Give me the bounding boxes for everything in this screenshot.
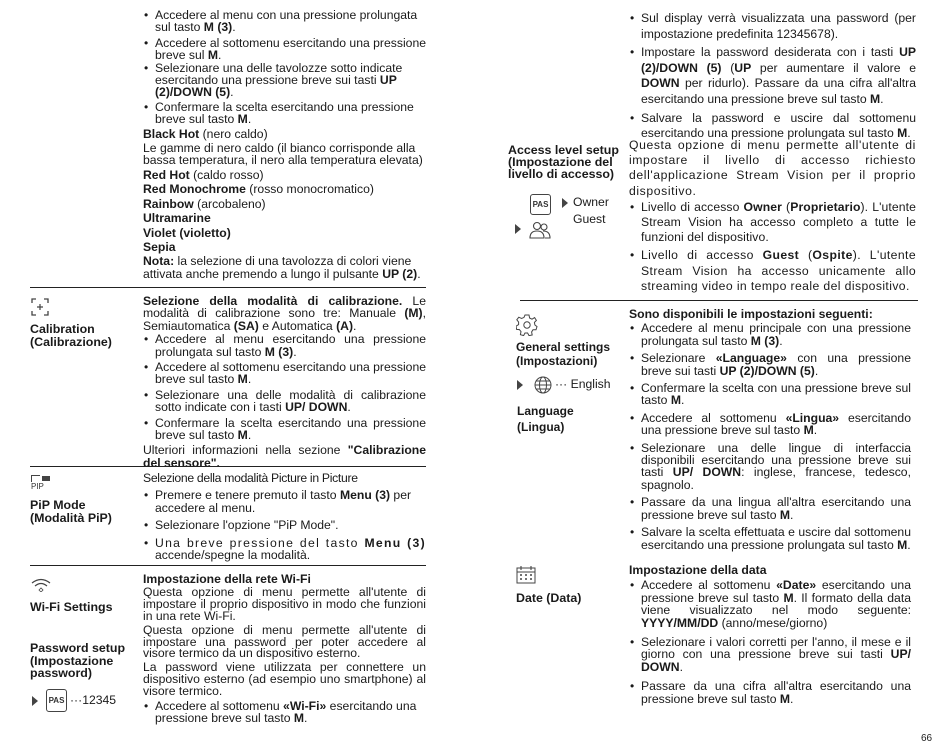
list-item: • Accedere al menu esercitando una pressione prolungata sul tasto M (3). bbox=[143, 333, 426, 358]
right-top-block bbox=[629, 11, 916, 145]
language-label: Language (Lingua) bbox=[517, 404, 574, 434]
red-mono-heading: Red Monochrome (rosso monocromatico) bbox=[143, 182, 374, 197]
pip-label: PiP Mode (Modalità PiP) bbox=[30, 498, 112, 525]
red-hot-heading: Red Hot (caldo rosso) bbox=[143, 167, 264, 182]
wifi-label: Wi-Fi Settings bbox=[30, 600, 113, 614]
list-item: • Accedere al sottomenu «Date» esercitando una pressione breve sul tasto M. Il formato della data viene visualizzato nel modo seguente: YYYY/MM/DD (anno/mese/giorno) bbox=[629, 579, 911, 629]
language-value: ··· English bbox=[555, 377, 611, 391]
black-hot-text: Le gamme di nero caldo (il bianco corrisponde alla bassa temperatura, il nero alla temperatura elevata) bbox=[143, 141, 423, 168]
access-block bbox=[629, 138, 916, 297]
list-item: • Selezionare una delle lingue di interfaccia disponibili esercitando una pressione breve sui tasti UP/ DOWN: inglese, francese, tedesco, spagnolo. bbox=[629, 442, 911, 492]
list-item: • Accedere al menu con una pressione prolungata sul tasto M (3). bbox=[143, 9, 426, 34]
calibration-label: Calibration (Calibrazione) bbox=[30, 322, 112, 349]
list-item: • Confermare la scelta esercitando una pressione breve sul tasto M. bbox=[143, 417, 426, 442]
list-item: • Passare da una cifra all'altra esercitando una pressione breve sul tasto M. bbox=[629, 680, 911, 705]
play-arrow-icon bbox=[515, 224, 521, 234]
palette-steps-list bbox=[143, 9, 426, 126]
globe-icon bbox=[534, 376, 552, 394]
calibration-more: Ulteriori informazioni nella sezione "Calibrazione del sensore". bbox=[143, 443, 426, 470]
access-label: Access level setup (Impostazione del livello di accesso) bbox=[508, 143, 619, 181]
wifi-icon bbox=[31, 578, 51, 592]
password-icon: PAS bbox=[530, 194, 551, 215]
list-item: • Passare da una lingua all'altra esercitando una pressione breve sul tasto M. bbox=[629, 496, 911, 521]
gear-icon bbox=[516, 314, 538, 336]
list-item: • Impostare la password desiderata con i tasti UP (2)/DOWN (5) (UP per aumentare il valore e DOWN per ridurlo). Passare da una cifra all'altra esercitando una pressione breve sul tasto M. bbox=[629, 45, 916, 107]
sepia-heading: Sepia bbox=[143, 239, 176, 254]
wifi-title: Impostazione della rete Wi-Fi bbox=[143, 572, 311, 586]
ultramarine-heading: Ultramarine bbox=[143, 211, 211, 226]
list-item: • Selezionare l'opzione "PiP Mode". bbox=[143, 519, 426, 531]
list-item: • Selezionare una delle tavolozze sotto indicate esercitando una pressione breve sui tasti UP (2)/DOWN (5). bbox=[143, 62, 426, 99]
pip-steps-list bbox=[143, 489, 426, 561]
wifi-text-3: La password viene utilizzata per connettere un dispositivo esterno (ad esempio uno smartphone) al visore termico. bbox=[143, 660, 426, 698]
general-steps-list bbox=[629, 322, 911, 551]
list-item: • Salvare la scelta effettuata e uscire dal sottomenu esercitando una pressione prolungata sul tasto M. bbox=[629, 526, 911, 551]
users-icon bbox=[529, 221, 551, 239]
date-label: Date (Data) bbox=[516, 591, 582, 605]
violet-heading: Violet (violetto) bbox=[143, 225, 231, 240]
left-top-block bbox=[143, 9, 426, 280]
page-number: 66 bbox=[921, 733, 933, 744]
calendar-icon bbox=[516, 565, 536, 584]
list-item: • Selezionare una delle modalità di calibrazione sotto indicate con i tasti UP/ DOWN. bbox=[143, 389, 426, 414]
list-item: • Una breve pressione del tasto Menu (3) accende/spegne la modalità. bbox=[143, 537, 426, 562]
wifi-steps-list bbox=[143, 700, 426, 725]
pip-icon: PIP bbox=[31, 475, 53, 491]
play-arrow-icon bbox=[517, 380, 523, 390]
list-item: • Premere e tenere premuto il tasto Menu (3) per accedere al menu. bbox=[143, 489, 426, 514]
play-arrow-icon bbox=[562, 198, 568, 208]
list-item: • Selezionare «Language» con una pressione breve sui tasti UP (2)/DOWN (5). bbox=[629, 352, 911, 377]
general-block bbox=[629, 308, 911, 553]
play-arrow-icon bbox=[32, 696, 38, 706]
date-block bbox=[629, 564, 911, 708]
general-label: General settings (Impostazioni) bbox=[516, 340, 611, 368]
divider bbox=[520, 300, 918, 301]
wifi-text-2: Questa opzione di menu permette all'utente di impostare una password per poter accedere al visore termico da un dispositivo esterno. bbox=[143, 622, 426, 661]
list-item: • Livello di accesso Guest (Ospite). L'utente Stream Vision ha accesso unicamente allo streaming video in tempo reale del dispositivo. bbox=[629, 248, 916, 294]
pip-intro: Selezione della modalità Picture in Picture bbox=[143, 471, 358, 485]
access-intro: Questa opzione di menu permette all'utente di impostare il livello di accesso richiesto dell'applicazione Stream Vision per il proprio dispositivo. bbox=[629, 138, 916, 198]
list-item: • Accedere al sottomenu «Wi-Fi» esercitando una pressione breve sul tasto M. bbox=[143, 700, 426, 725]
general-title: Sono disponibili le impostazioni seguenti: bbox=[629, 307, 873, 321]
password-steps-list bbox=[629, 11, 916, 142]
calibration-steps-list bbox=[143, 333, 426, 441]
pip-block bbox=[143, 472, 426, 564]
password-value: ···12345 bbox=[70, 693, 117, 707]
password-icon: PAS bbox=[46, 689, 67, 712]
owner-option: Owner bbox=[573, 195, 609, 209]
black-hot-heading: Black Hot (nero caldo) bbox=[143, 126, 268, 141]
list-item: • Confermare la scelta con una pressione breve sul tasto M. bbox=[629, 382, 911, 407]
divider bbox=[30, 466, 426, 467]
list-item: • Accedere al sottomenu «Lingua» esercitando una pressione breve sul tasto M. bbox=[629, 412, 911, 437]
calibration-block bbox=[143, 295, 426, 469]
list-item: • Accedere al sottomenu esercitando una pressione breve sul M. bbox=[143, 37, 426, 62]
list-item: • Confermare la scelta esercitando una pressione breve sul tasto M. bbox=[143, 101, 426, 126]
list-item: • Selezionare i valori corretti per l'anno, il mese e il giorno con una pressione breve sui tasti UP/ DOWN. bbox=[629, 636, 911, 673]
access-levels-list bbox=[629, 200, 916, 294]
divider bbox=[30, 565, 426, 566]
date-steps-list bbox=[629, 579, 911, 705]
list-item: • Accedere al menu principale con una pressione prolungata sul tasto M (3). bbox=[629, 322, 911, 347]
calibration-intro: Selezione della modalità di calibrazione. Le modalità di calibrazione sono tre: Manuale (M), Semiautomatica (SA) e Automatica (A). bbox=[143, 294, 426, 333]
rainbow-heading: Rainbow (arcobaleno) bbox=[143, 196, 266, 211]
palette-note: Nota: la selezione di una tavolozza di colori viene attivata anche premendo a lungo il pulsante UP (2). bbox=[143, 254, 421, 281]
password-label: Password setup (Impostazione password) bbox=[30, 641, 126, 681]
calibration-icon bbox=[31, 298, 49, 316]
guest-option: Guest bbox=[573, 212, 606, 226]
list-item: • Salvare la password e uscire dal sottomenu esercitando una pressione prolungata sul tasto M. bbox=[629, 111, 916, 142]
date-title: Impostazione della data bbox=[629, 563, 767, 577]
list-item: • Livello di accesso Owner (Proprietario). L'utente Stream Vision ha accesso completo a tutte le funzioni del dispositivo. bbox=[629, 200, 916, 246]
list-item: • Accedere al sottomenu esercitando una pressione breve sul tasto M. bbox=[143, 361, 426, 386]
wifi-text-1: Questa opzione di menu permette all'utente di impostare il proprio dispositivo in modo che funzioni in una rete Wi-Fi. bbox=[143, 585, 426, 623]
divider bbox=[30, 287, 426, 288]
list-item: • Sul display verrà visualizzata una password (per impostazione predefinita 12345678). bbox=[629, 11, 916, 42]
wifi-block bbox=[143, 573, 426, 727]
